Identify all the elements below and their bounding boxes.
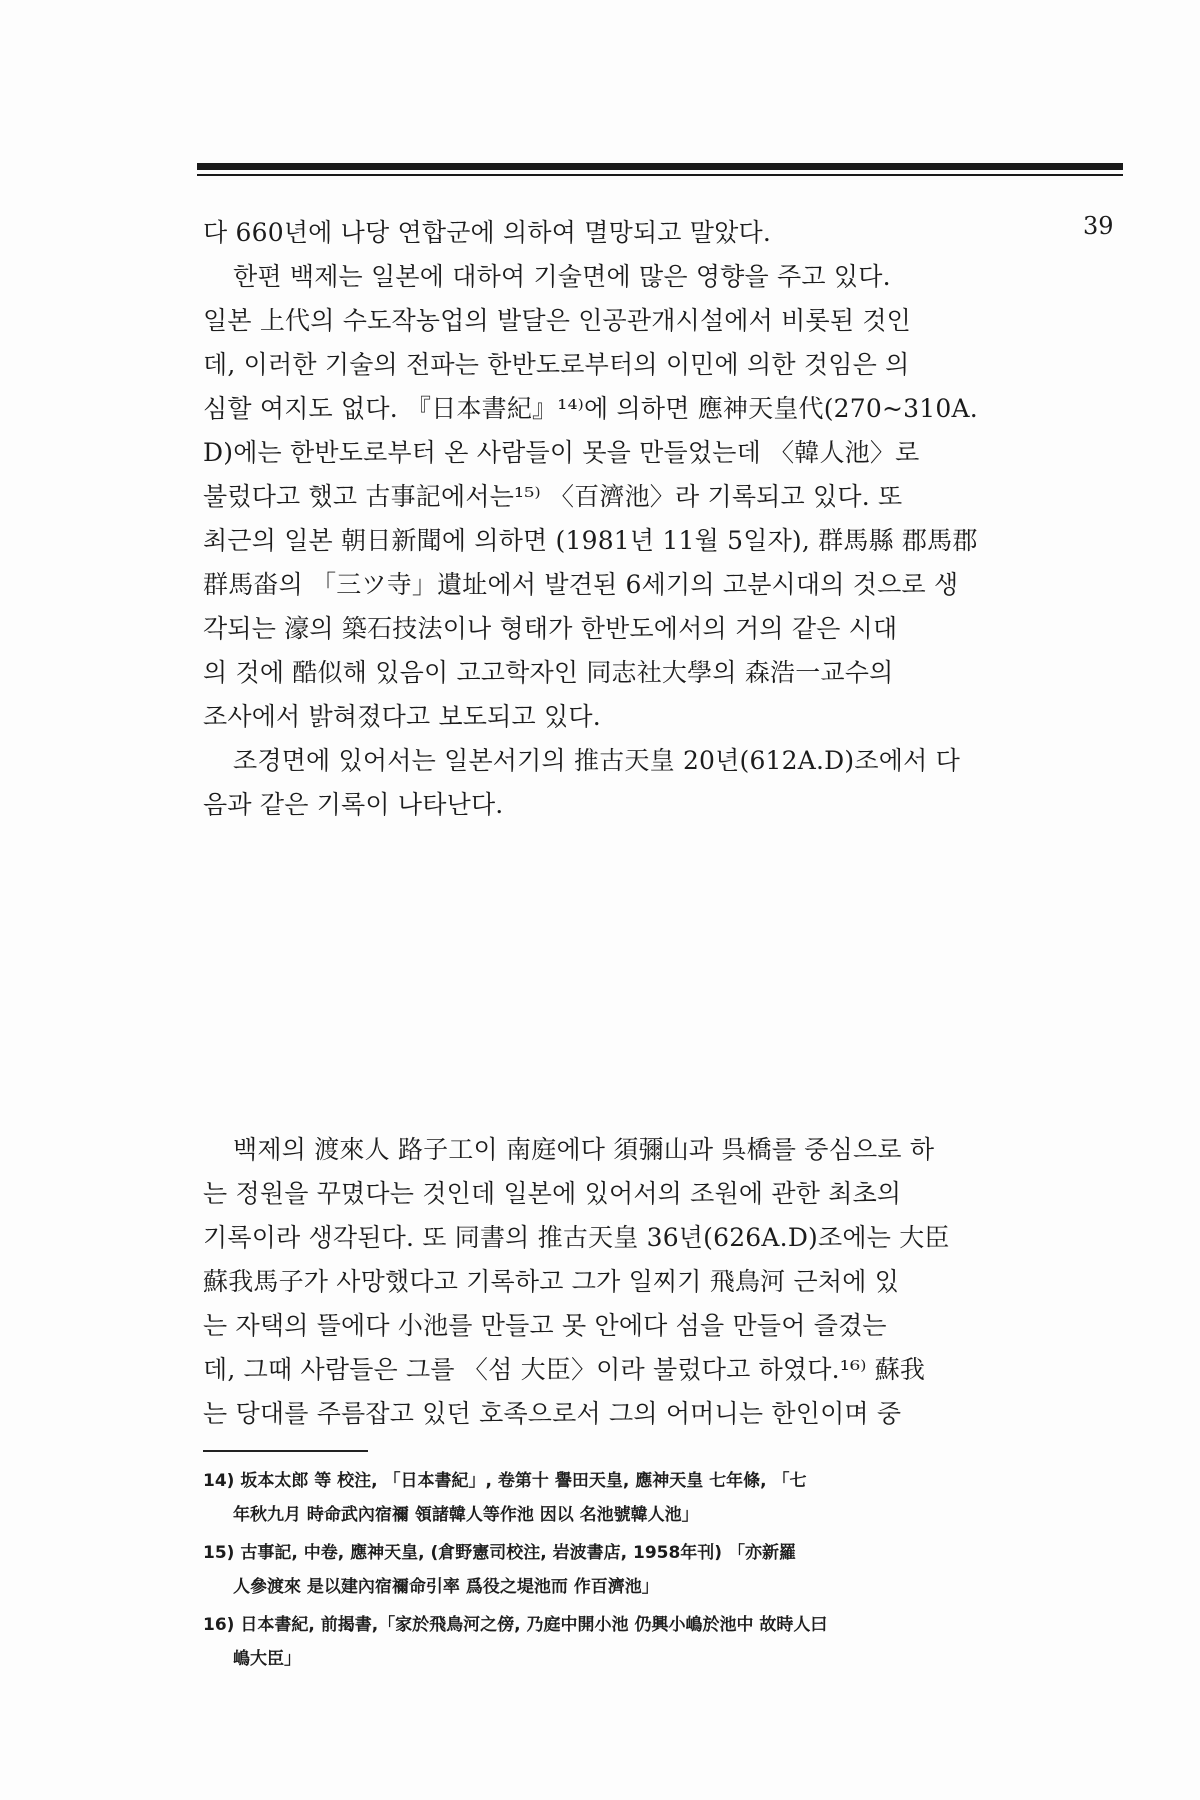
- body-line: 는 정원을 꾸몄다는 것인데 일본에 있어서의 조원에 관한 최초의: [203, 1179, 902, 1208]
- footnote-line: 14) 坂本太郎 等 校注, 「日本書紀」, 卷第十 譽田天皇, 應神天皇 七年條, 「七: [203, 1471, 807, 1491]
- body-line: 심할 여지도 없다. 『日本書紀』¹⁴⁾에 의하면 應神天皇代(270~310A.: [203, 394, 978, 423]
- body-line: 는 당대를 주름잡고 있던 호족으로서 그의 어머니는 한인이며 중: [203, 1399, 902, 1428]
- footnote-line: 年秋九月 時命武內宿禰 領諸韓人等作池 因以 名池號韓人池」: [233, 1505, 699, 1525]
- page-number: 39: [1083, 212, 1114, 240]
- body-line: D)에는 한반도로부터 온 사람들이 못을 만들었는데 〈韓人池〉로: [203, 438, 920, 467]
- body-line: 의 것에 酷似해 있음이 고고학자인 同志社大學의 森浩一교수의: [203, 658, 894, 687]
- body-line: 다 660년에 나당 연합군에 의하여 멸망되고 말았다.: [203, 218, 771, 247]
- body-line: 음과 같은 기록이 나타난다.: [203, 790, 504, 819]
- body-line: 각되는 濠의 築石技法이나 형태가 한반도에서의 거의 같은 시대: [203, 614, 898, 643]
- body-line: 기록이라 생각된다. 또 同書의 推古天皇 36년(626A.D)조에는 大臣: [203, 1223, 950, 1252]
- body-line: 蘇我馬子가 사망했다고 기록하고 그가 일찌기 飛鳥河 근처에 있: [203, 1267, 900, 1296]
- footnote-line: 人參渡來 是以建內宿禰命引率 爲役之堤池而 作百濟池」: [233, 1577, 659, 1597]
- body-line: 데, 그때 사람들은 그를 〈섬 大臣〉이라 불렀다고 하였다.¹⁶⁾ 蘇我: [203, 1355, 926, 1384]
- body-line: 불렀다고 했고 古事記에서는¹⁵⁾ 〈百濟池〉라 기록되고 있다. 또: [203, 482, 903, 511]
- body-line: 群馬畓의 「三ツ寺」遺址에서 발견된 6세기의 고분시대의 것으로 생: [203, 570, 959, 599]
- body-line: 는 자택의 뜰에다 小池를 만들고 못 안에다 섬을 만들어 즐겼는: [203, 1311, 887, 1340]
- body-line: 최근의 일본 朝日新聞에 의하면 (1981년 11월 5일자), 群馬縣 郡馬郡: [203, 526, 978, 555]
- footnote-line: 嶋大臣」: [233, 1649, 301, 1669]
- footnote-line: 15) 古事記, 中卷, 應神天皇, (倉野憲司校注, 岩波書店, 1958年刊) 「亦新羅: [203, 1543, 796, 1563]
- body-line: 백제의 渡來人 路子工이 南庭에다 須彌山과 呉橋를 중심으로 하: [233, 1135, 935, 1164]
- header-rule-thick: [197, 163, 1123, 170]
- header-rule-thin: [197, 174, 1123, 176]
- body-line: 조경면에 있어서는 일본서기의 推古天皇 20년(612A.D)조에서 다: [233, 746, 960, 775]
- body-line: 일본 上代의 수도작농업의 발달은 인공관개시설에서 비롯된 것인: [203, 306, 912, 335]
- body-line: 데, 이러한 기술의 전파는 한반도로부터의 이민에 의한 것임은 의: [203, 350, 910, 379]
- footnote-line: 16) 日本書紀, 前揭書,「家於飛鳥河之傍, 乃庭中開小池 仍興小嶋於池中 故時人曰: [203, 1615, 828, 1635]
- body-line: 조사에서 밝혀졌다고 보도되고 있다.: [203, 702, 601, 731]
- footnote-divider: [203, 1450, 368, 1452]
- body-line: 한편 백제는 일본에 대하여 기술면에 많은 영향을 주고 있다.: [233, 262, 891, 291]
